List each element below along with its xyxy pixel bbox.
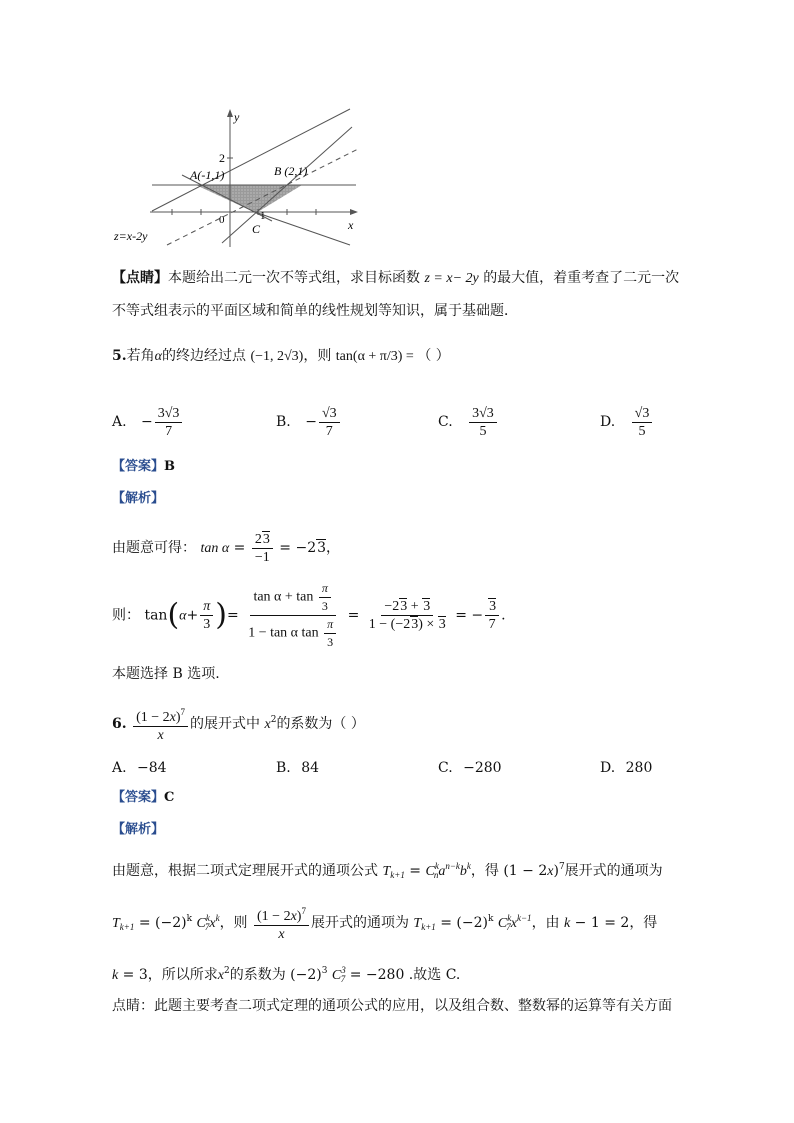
- q5-option-d-fraction: $\frac{√3}{5}$: [632, 405, 653, 440]
- point-a-label: A(-1,1): [190, 168, 225, 182]
- q5-option-a-fraction: $\frac{3√3}{7}$: [155, 405, 183, 440]
- q6-solution-3: k = 3，所以所求$x^2$的系数为 $(-2)^3$ $C^3_7 = -280$ .故选 C.: [112, 965, 461, 984]
- q5-option-b-fraction: $\frac{√3}{7}$: [319, 405, 340, 440]
- dianjing-text-1: 本题给出二元一次不等式组，求目标函数: [168, 270, 420, 286]
- q6-solution-2: $T_{k+1} = (-2)^k$ $C^k_7x^k$，则 $\frac{(1 - 2x)^7}{x}$ 展开式的通项为 $T_{k+1} = (-2)^k$ $C^k_7x^{k-1}$，由 k − 1 = 2，得: [112, 898, 657, 947]
- dianjing-text-3: 不等式组表示的平面区域和简单的线性规划等知识，属于基础题．: [112, 303, 518, 319]
- q5-option-d[interactable]: D. $\frac{√3}{5}$: [600, 404, 654, 440]
- q6-option-b[interactable]: B. 84: [276, 760, 320, 776]
- tick-2-label: 2: [219, 151, 225, 165]
- dianjing-text-2: 的最大值，着重考查了二元一次: [483, 270, 680, 286]
- q5-alpha: α: [154, 349, 162, 364]
- q5-conclusion: 本题选择 B 选项.: [112, 666, 220, 682]
- y-axis-label: y: [234, 110, 240, 124]
- q5-stem-3: ，则: [303, 348, 332, 364]
- q5-option-c[interactable]: C. $\frac{3√3}{5}$: [438, 404, 499, 440]
- q5-analysis-tag: 【解析】: [112, 491, 165, 506]
- point-b-label: B (2,1): [274, 164, 308, 178]
- q5-stem: [112, 346, 450, 367]
- q5-paren: （ ）: [417, 348, 450, 364]
- dianjing-tag: 【点睛】: [112, 270, 168, 286]
- q5-option-c-fraction: $\frac{3√3}{5}$: [469, 405, 497, 440]
- q6-option-a[interactable]: A. −84: [112, 760, 167, 776]
- point-c-label: C: [252, 222, 261, 236]
- x-axis-label: x: [348, 218, 354, 232]
- q6-dianjing: 点睛：此题主要考查二项式定理的通项公式的应用，以及组合数、整数幂的运算等有关方面: [112, 998, 672, 1014]
- q5-solution-2: 则： tan(α+ $\frac{\pi}{3}$ )= tan α + tan $\frac{\pi}{3}$ 1 − tan α tan $\frac{\pi}{3}$ = $\frac{-23 + 3}{1 - (-23) \times 3}$ = − $\frac{3}{7}$ .: [112, 581, 506, 649]
- line-lower: [252, 211, 350, 245]
- q6-option-c[interactable]: C. −280: [438, 760, 502, 776]
- q6-option-d[interactable]: D. 280: [600, 760, 653, 776]
- tick-1-label: 1: [260, 210, 266, 222]
- q5-point: (−1, 2√3): [250, 349, 304, 364]
- dianjing-line-2: [112, 301, 518, 321]
- dianjing-line-1: [112, 268, 679, 289]
- q5-stem-1: 若角: [126, 348, 155, 364]
- q6-solution-1: 由题意，根据二项式定理展开式的通项公式 $T_{k+1} = C^k_na^{n-k}b^k$，得 $(1 - 2x)^7$展开式的通项为: [112, 861, 663, 880]
- linear-programming-graph: [112, 105, 362, 250]
- q6-stem: 6. $\frac{(1 - 2x)^7}{x}$ 的展开式中 $x^2$的系数为（ ）: [112, 700, 365, 745]
- origin-label: 0: [219, 214, 225, 226]
- q5-option-b[interactable]: B. − $\frac{√3}{7}$: [276, 404, 342, 440]
- objective-function: z = x− 2y: [424, 271, 479, 286]
- q5-expression: tan(α + π/3) =: [335, 349, 418, 364]
- q6-analysis-tag: 【解析】: [112, 822, 165, 837]
- q5-solution-1: 由题意可得： tan α = $\frac{23}{-1}$ = −23，: [112, 531, 341, 565]
- q5-answer: 【答案】B: [112, 459, 176, 474]
- q6-answer: 【答案】C: [112, 790, 175, 805]
- q5-number: 5.: [112, 348, 127, 364]
- q5-stem-2: 的终边经过点: [161, 348, 246, 364]
- q5-option-a[interactable]: A. − $\frac{3√3}{7}$: [112, 404, 184, 440]
- objective-label: z=x-2y: [114, 229, 148, 243]
